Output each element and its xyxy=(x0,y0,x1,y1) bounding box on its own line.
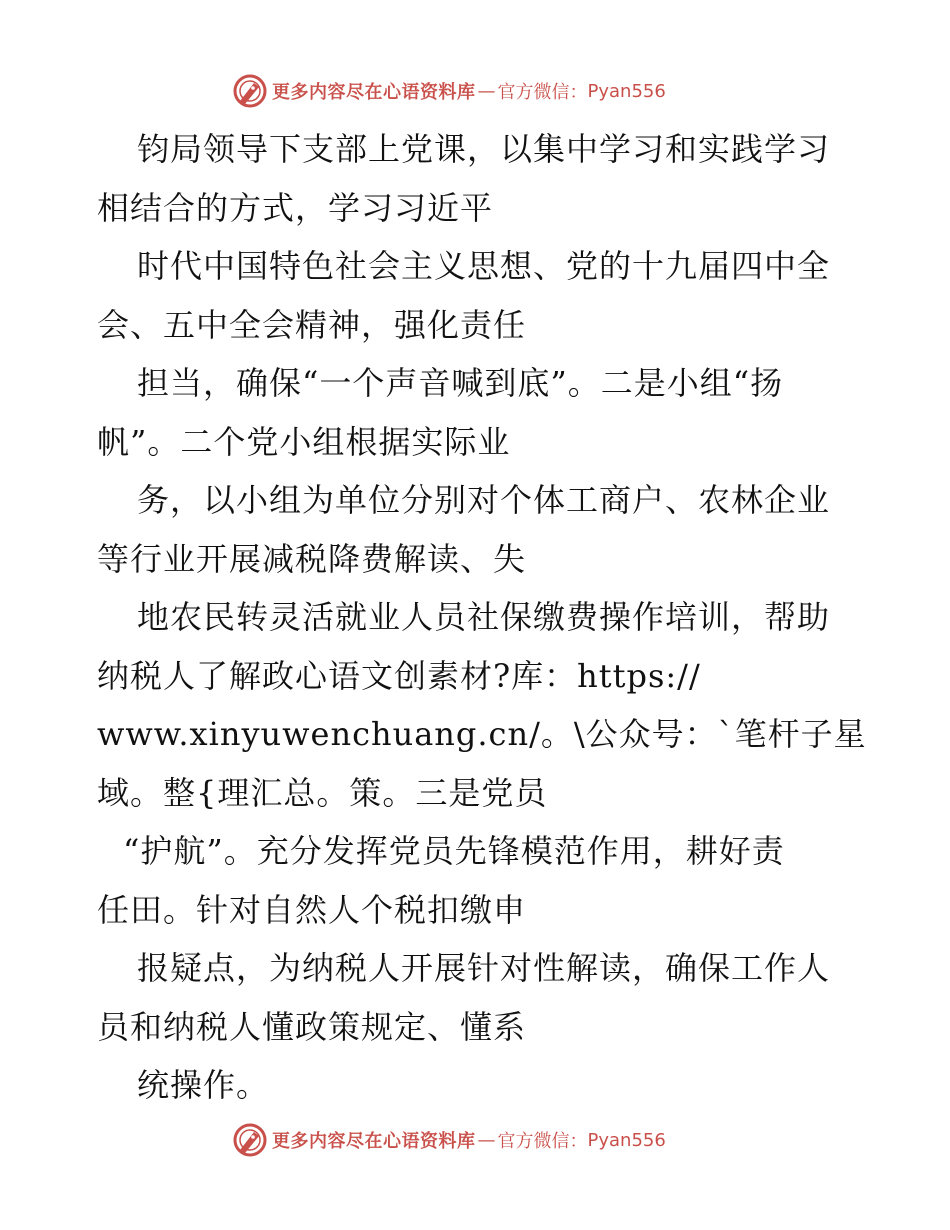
paragraph-line: “护航”。充分发挥党员先锋模范作用，耕好责 xyxy=(123,832,785,870)
paragraph-line: 员和纳税人懂政策规定、懂系 xyxy=(97,1007,527,1046)
paragraph-line: 等行业开展减税降费解读、失 xyxy=(97,539,527,578)
paragraph-line: 报疑点，为纳税人开展针对性解读，确保工作人 xyxy=(137,949,831,987)
banner-separator: — xyxy=(477,1129,496,1151)
paragraph-line: 域。整{理汇总。策。三是党员 xyxy=(97,773,548,812)
footer-banner xyxy=(232,1120,666,1160)
paragraph-line: 帆”。二个党小组根据实际业 xyxy=(97,422,511,461)
banner-wechat-label: 官方微信： xyxy=(497,82,588,103)
paragraph-line: 务，以小组为单位分别对个体工商户、农林企业 xyxy=(137,481,831,519)
paragraph-line: 统操作。 xyxy=(137,1066,270,1104)
paragraph-line: 任田。针对自然人个税扣缴申 xyxy=(97,890,527,929)
banner-brand-text: 更多内容尽在心语资料库 xyxy=(272,82,476,103)
paragraph-line: www.xinyuwenchuang.cn/。\公众号：`笔杆子星 xyxy=(97,715,867,753)
paragraph-line: 会、五中全会精神，强化责任 xyxy=(97,305,527,344)
pen-nib-in-circle-icon xyxy=(232,73,268,109)
paragraph-line: 地农民转灵活就业人员社保缴费操作培训，帮助 xyxy=(137,598,831,636)
document-body xyxy=(97,120,867,1115)
paragraph-line: 纳税人了解政心语文创素材?库：https:// xyxy=(97,656,701,695)
paragraph-line: 时代中国特色社会主义思想、党的十九届四中全 xyxy=(137,247,831,285)
banner-brand-text: 更多内容尽在心语资料库 xyxy=(272,1131,476,1152)
banner-wechat-label: 官方微信： xyxy=(497,1131,588,1152)
paragraph-line: 相结合的方式，学习习近平 xyxy=(97,188,494,227)
banner-separator: — xyxy=(477,80,496,102)
header-banner xyxy=(232,71,666,111)
pen-nib-in-circle-icon xyxy=(232,1122,268,1158)
paragraph-line: 钧局领导下支部上党课，以集中学习和实践学习 xyxy=(137,130,831,168)
banner-wechat-id: Pyan556 xyxy=(587,80,666,102)
banner-wechat-id: Pyan556 xyxy=(587,1129,666,1151)
paragraph-line: 担当，确保“一个声音喊到底”。二是小组“扬 xyxy=(137,364,784,402)
